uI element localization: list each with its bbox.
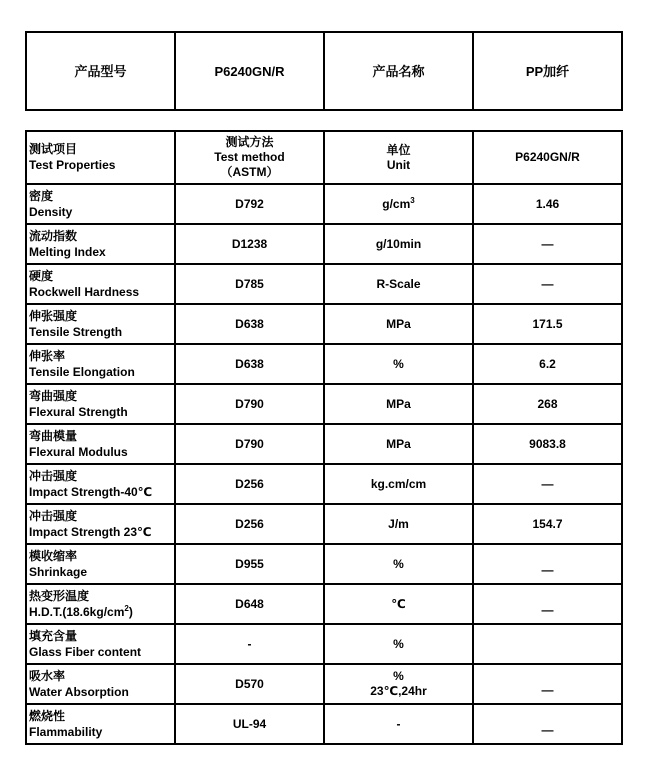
property-cell [26,424,175,464]
name-label: 产品名称 [324,32,473,110]
model-value: P6240GN/R [175,32,324,110]
property-en-sup: 2 [124,603,129,613]
value-cell [473,224,622,264]
value-text: — [541,602,554,617]
table-row [26,384,622,424]
unit-text [325,437,472,452]
table-row [26,424,622,464]
table-row [26,624,622,664]
value-cell [473,504,622,544]
unit-text [325,477,472,492]
property-zh: 冲击强度 [29,468,78,483]
property-en-text: Flexural Modulus [29,444,128,459]
property-zh: 弯曲强度 [29,388,78,403]
method-cell: D256 [175,504,324,544]
value-cell [473,264,622,304]
unit-cell [324,664,473,704]
header-product: P6240GN/R [473,131,622,184]
method-cell: D792 [175,184,324,224]
value-text: 1.46 [535,196,560,211]
property-en [29,445,174,460]
unit-main: MPa [386,436,411,451]
property-en-text: Tensile Elongation [29,364,135,379]
property-en-text: Flammability [29,724,103,739]
property-en-text: Glass Fiber content [29,644,142,659]
value-text: 171.5 [532,316,563,331]
header-col2-extra: （ASTM） [220,165,279,179]
property-en-text: Flexural Strength [29,404,128,419]
table-row [26,464,622,504]
value-cell [473,384,622,424]
header-col3-zh: 单位 [386,142,411,157]
property-cell [26,304,175,344]
value-cell [473,184,622,224]
property-en [29,525,174,540]
unit-main: % [393,556,404,571]
property-cell [26,704,175,744]
property-cell [26,624,175,664]
unit-text [325,669,472,684]
property-zh: 流动指数 [29,228,78,243]
property-en [29,285,174,300]
method-cell: D570 [175,664,324,704]
method-cell: D790 [175,424,324,464]
unit-text [325,197,472,212]
value-cell [473,584,622,624]
value-cell [473,464,622,504]
property-en [29,365,174,380]
unit-main: ℃ [391,596,406,611]
property-en [29,485,174,500]
property-en [29,405,174,420]
property-en-text: Impact Strength-40℃ [29,484,153,499]
unit-main: % [393,636,404,651]
unit-text [325,597,472,612]
property-en [29,245,174,260]
unit-cell [324,304,473,344]
table-row [26,224,622,264]
unit-main: - [396,716,401,731]
unit-cell [324,704,473,744]
unit-main: R-Scale [376,276,421,291]
property-zh: 弯曲模量 [29,428,78,443]
unit-main: % [393,669,404,683]
property-en-text: Tensile Strength [29,324,123,339]
unit-text [325,357,472,372]
table-row [26,544,622,584]
value-text: — [541,236,554,251]
header-test-properties [26,131,175,184]
property-en-text: Impact Strength 23℃ [29,524,152,539]
property-cell [26,504,175,544]
method-cell: D785 [175,264,324,304]
header-col3-en: Unit [386,157,411,172]
value-text: — [541,276,554,291]
model-label: 产品型号 [26,32,175,110]
table-row [26,304,622,344]
unit-text [325,317,472,332]
property-zh: 填充含量 [29,628,78,643]
property-cell [26,224,175,264]
header-col1-zh: 测试项目 [29,142,78,156]
method-cell: D1238 [175,224,324,264]
unit-cell [324,504,473,544]
method-cell: D256 [175,464,324,504]
value-cell [473,624,622,664]
header-unit [324,131,473,184]
method-cell: D790 [175,384,324,424]
property-en-text: Shrinkage [29,564,88,579]
property-cell [26,464,175,504]
unit-main: g/cm [382,196,411,211]
header-test-method [175,131,324,184]
property-en [29,685,174,700]
unit-text [325,237,472,252]
value-text: 9083.8 [529,436,566,451]
unit-cell [324,584,473,624]
value-cell [473,544,622,584]
table-header-row [26,131,622,184]
method-cell: UL-94 [175,704,324,744]
method-cell: D648 [175,584,324,624]
properties-table [25,130,623,745]
header-col1-en: Test Properties [29,158,116,172]
unit-sup: 3 [410,195,415,205]
table-row [26,264,622,304]
property-en [29,645,174,660]
property-en-text: Rockwell Hardness [29,284,140,299]
property-cell [26,184,175,224]
property-cell [26,664,175,704]
value-cell [473,344,622,384]
property-zh: 伸张率 [29,348,66,363]
unit-main: kg.cm/cm [370,476,427,491]
unit-main: MPa [386,316,411,331]
property-zh: 密度 [29,188,54,203]
property-zh: 吸水率 [29,668,66,683]
value-text: 268 [537,396,558,411]
unit-text [325,397,472,412]
table-row [26,344,622,384]
unit-text [325,717,472,732]
property-zh: 模收缩率 [29,548,78,563]
value-cell [473,664,622,704]
value-cell [473,704,622,744]
property-en [29,565,174,580]
unit-condition: 23℃,24hr [370,684,427,698]
property-en-text: Melting Index [29,244,106,259]
property-cell [26,544,175,584]
method-cell: D638 [175,344,324,384]
value-text: — [541,562,554,577]
unit-main: J/m [388,516,409,531]
unit-text [325,637,472,652]
table-row [26,704,622,744]
property-zh: 冲击强度 [29,508,78,523]
unit-cell [324,544,473,584]
unit-main: g/10min [375,236,422,251]
property-zh: 热变形温度 [29,588,90,603]
value-text: 154.7 [532,516,563,531]
property-zh: 燃烧性 [29,708,66,723]
property-en-text: Density [29,204,73,219]
property-en-tail: ) [128,604,133,619]
table-row [26,504,622,544]
header-col2-en: Test method [214,150,285,164]
unit-cell [324,224,473,264]
property-cell [26,584,175,624]
unit-text [325,517,472,532]
unit-cell [324,624,473,664]
method-cell: D955 [175,544,324,584]
unit-cell [324,464,473,504]
table-row [26,664,622,704]
property-cell [26,344,175,384]
property-en [29,605,174,620]
value-text: 6.2 [539,356,556,371]
method-cell: - [175,624,324,664]
property-zh: 硬度 [29,268,54,283]
property-en [29,725,174,740]
value-text: — [541,722,554,737]
table-row [26,184,622,224]
property-en [29,325,174,340]
unit-text [325,277,472,292]
table-row [26,584,622,624]
unit-cell [324,344,473,384]
product-header-table [25,31,623,111]
property-zh: 伸张强度 [29,308,78,323]
unit-cell [324,384,473,424]
property-en-text: Water Absorption [29,684,129,699]
method-cell: D638 [175,304,324,344]
name-value: PP加纤 [473,32,622,110]
unit-main: MPa [386,396,411,411]
property-en-text: H.D.T.(18.6kg/cm [29,604,125,619]
property-cell [26,264,175,304]
unit-text [325,557,472,572]
property-en [29,205,174,220]
header-col2-zh: 测试方法 [225,135,274,149]
value-text: — [541,476,554,491]
value-text: — [541,682,554,697]
unit-cell [324,424,473,464]
unit-cell [324,184,473,224]
value-cell [473,304,622,344]
value-cell [473,424,622,464]
property-cell [26,384,175,424]
unit-main: % [393,356,404,371]
unit-cell [324,264,473,304]
